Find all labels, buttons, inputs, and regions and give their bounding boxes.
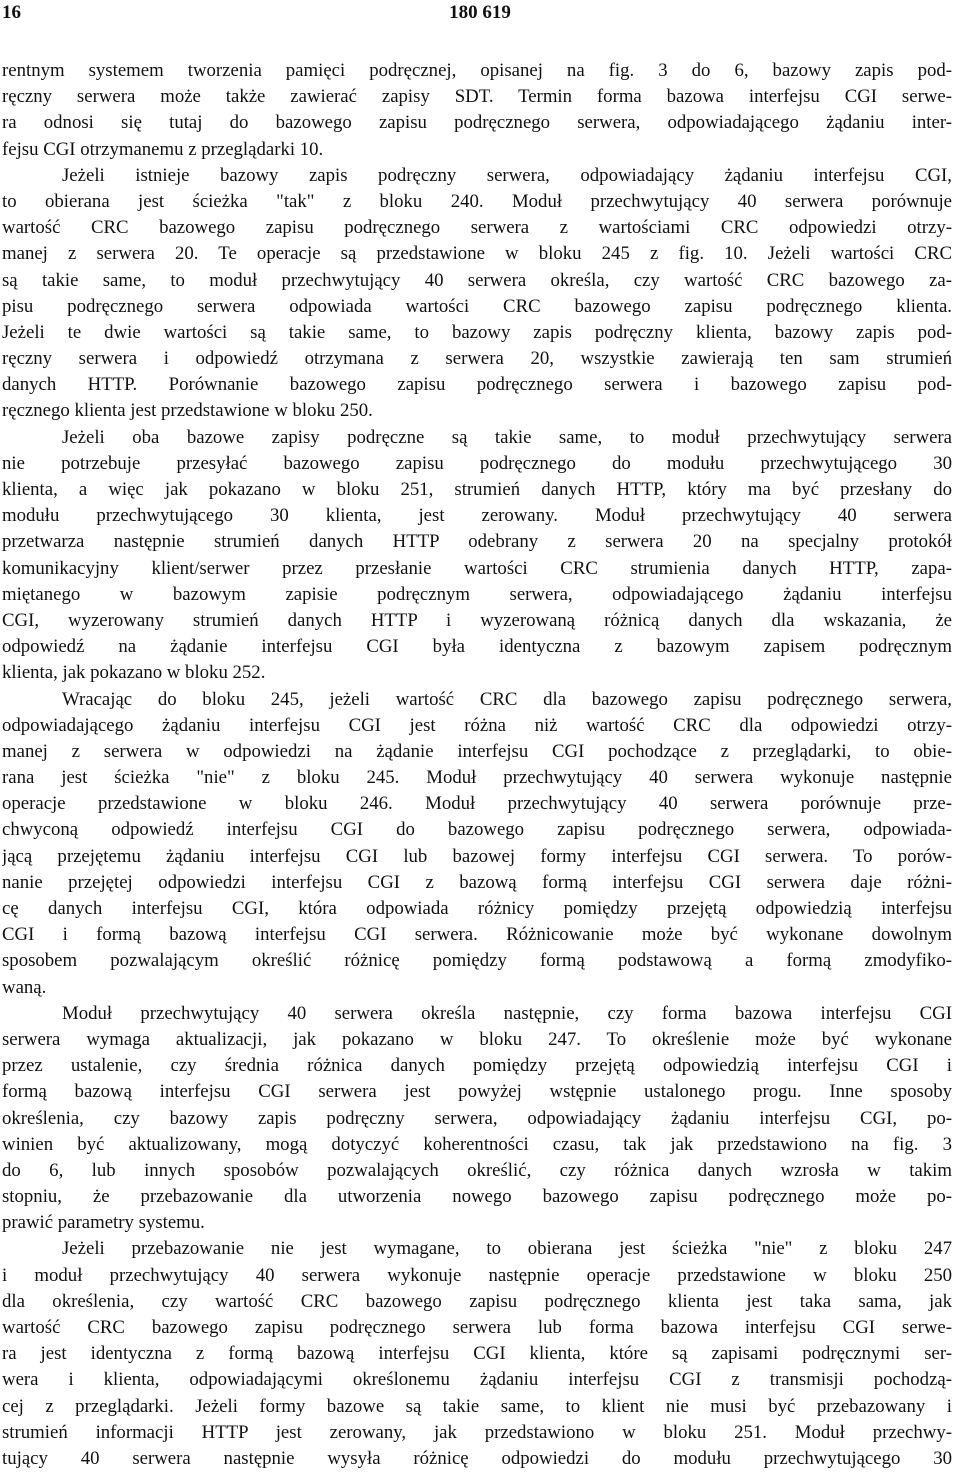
text-line: modułu przechwytującego 30 klienta, jest zerowany. Moduł przechwytujący 40 serwera [2, 505, 952, 527]
text-line: danych HTTP. Porównanie bazowego zapisu podręcznego serwera i bazowego zapisu pod- [2, 374, 952, 396]
text-line: ra jest identyczna z formą bazową interfejsu CGI klienta, które są zapisami podręcznymi ser- [2, 1343, 952, 1365]
text-line: tujący 40 serwera następnie wysyła różnicę odpowiedzi do modułu przechwytującego 30 [2, 1447, 952, 1469]
text-line: klienta, jak pokazano w bloku 252. [2, 662, 266, 684]
text-line: rentnym systemem tworzenia pamięci podręcznej, opisanej na fig. 3 do 6, bazowy zapis pod- [2, 60, 952, 81]
text-line: odpowiadającego żądaniu interfejsu CGI jest różna niż wartość CRC dla odpowiedzi otrzy- [2, 714, 952, 736]
text-line: Jeżeli oba bazowe zapisy podręczne są takie same, to moduł przechwytujący serwera [62, 426, 952, 448]
text-line: prawić parametry systemu. [2, 1212, 205, 1234]
text-line: dla określenia, czy wartość CRC bazowego zapisu podręcznego klienta jest taka sama, jak [2, 1290, 952, 1312]
page-header [0, 2, 960, 28]
text-line: Jeżeli przebazowanie nie jest wymagane, to obierana jest ścieżka "nie" z bloku 247 [62, 1238, 952, 1260]
text-line: stopniu, że przebazowanie dla utworzenia nowego bazowego zapisu podręcznego może po- [2, 1186, 952, 1208]
text-line: manej z serwera 20. Te operacje są przedstawione w bloku 245 z fig. 10. Jeżeli wartości CRC [2, 243, 952, 265]
text-line: rana jest ścieżka "nie" z bloku 245. Moduł przechwytujący 40 serwera wykonuje następnie [2, 767, 952, 789]
text-line: wartość CRC bazowego zapisu podręcznego serwera lub forma bazowa interfejsu CGI serwe- [2, 1317, 952, 1338]
text-line: Jeżeli te dwie wartości są takie same, to bazowy zapis podręczny klienta, bazowy zapis pod- [2, 321, 952, 343]
text-line: operacje przedstawione w bloku 246. Moduł przechwytujący 40 serwera porównuje prze- [2, 793, 952, 815]
text-line: sposobem pozwalającym określić różnicę pomiędzy formą podstawową a formą zmodyfiko- [2, 950, 952, 972]
text-line: cej z przeglądarki. Jeżeli formy bazowe są takie same, to klient nie musi być przebazowany i [2, 1395, 952, 1417]
page-number: 16 [2, 2, 21, 23]
text-line: fejsu CGI otrzymanemu z przeglądarki 10. [2, 138, 324, 160]
text-line: formą bazową interfejsu CGI serwera jest powyżej wstępnie ustalonego progu. Inne sposoby [2, 1081, 952, 1103]
text-line: CGI, wyzerowany strumień danych HTTP i wyzerowaną różnicą danych dla wskazania, że [2, 609, 952, 631]
text-line: Jeżeli istnieje bazowy zapis podręczny serwera, odpowiadający żądaniu interfejsu CGI, [62, 164, 952, 186]
text-line: określenia, czy bazowy zapis podręczny serwera, odpowiadający żądaniu interfejsu CGI, po- [2, 1107, 952, 1129]
text-line: są takie same, to moduł przechwytujący 40 serwera określa, czy wartość CRC bazowego za- [2, 269, 952, 291]
text-line: Moduł przechwytujący 40 serwera określa następnie, czy forma bazowa interfejsu CGI [62, 1002, 952, 1024]
text-line: ra odnosi się tutaj do bazowego zapisu podręcznego serwera, odpowiadającego żądaniu inter- [2, 112, 952, 134]
body-text [2, 58, 952, 1472]
text-line: cę danych interfejsu CGI, która odpowiada różnicy pomiędzy przejętą odpowiedzią interfejsu [2, 898, 952, 919]
text-line: serwera wymaga aktualizacji, jak pokazano w bloku 247. To określenie może być wykonane [2, 1028, 952, 1050]
text-line: CGI i formą bazową interfejsu CGI serwera. Różnicowanie może być wykonane dowolnym [2, 924, 952, 946]
text-line: wera i klienta, odpowiadającymi określonemu żądaniu interfejsu CGI z transmisji pochodzą- [2, 1369, 952, 1391]
text-line: jącą przejętemu żądaniu interfejsu CGI lub bazowej formy interfejsu CGI serwera. To porów- [2, 845, 952, 867]
text-line: winien być aktualizowany, mogą dotyczyć koherentności czasu, tak jak przedstawiono na fig. 3 [2, 1133, 952, 1155]
text-line: ręczny serwera może także zawierać zapisy SDT. Termin forma bazowa interfejsu CGI serwe- [2, 86, 952, 108]
text-line: to obierana jest ścieżka "tak" z bloku 240. Moduł przechwytujący 40 serwera porównuje [2, 190, 952, 212]
text-line: przetwarza następnie strumień danych HTTP odebrany z serwera 20 na specjalny protokół [2, 531, 952, 553]
text-line: waną. [2, 976, 47, 998]
text-line: chwyconą odpowiedź interfejsu CGI do bazowego zapisu podręcznego serwera, odpowiada- [2, 819, 952, 841]
text-line: przez ustalenie, czy średnia różnica danych pomiędzy przejętą odpowiedzią interfejsu CGI i [2, 1055, 952, 1077]
text-line: odpowiedź na żądanie interfejsu CGI była identyczna z bazowym zapisem podręcznym [2, 636, 952, 658]
text-line: manej z serwera w odpowiedzi na żądanie interfejsu CGI pochodzące z przeglądarki, to obie- [2, 740, 952, 762]
text-line: i moduł przechwytujący 40 serwera wykonuje następnie operacje przedstawione w bloku 250 [2, 1264, 952, 1286]
text-line: nie potrzebuje przesyłać bazowego zapisu podręcznego do modułu przechwytującego 30 [2, 452, 952, 474]
text-line: strumień informacji HTTP jest zerowany, jak przedstawiono w bloku 251. Moduł przechwy- [2, 1421, 952, 1443]
text-line: ręcznego klienta jest przedstawione w bloku 250. [2, 400, 373, 422]
text-line: do 6, lub innych sposobów pozwalających określić, czy różnica danych wzrosła w takim [2, 1159, 952, 1181]
document-number: 180 619 [449, 2, 511, 23]
text-line: ręczny serwera i odpowiedź otrzymana z serwera 20, wszystkie zawierają ten sam strumień [2, 348, 952, 370]
text-line: komunikacyjny klient/serwer przez przesłanie wartości CRC strumienia danych HTTP, zapa- [2, 557, 952, 579]
text-line: miętanego w bazowym zapisie podręcznym serwera, odpowiadającego żądaniu interfejsu [2, 583, 952, 605]
text-line: Wracając do bloku 245, jeżeli wartość CRC dla bazowego zapisu podręcznego serwera, [62, 688, 952, 710]
text-line: pisu podręcznego serwera odpowiada wartości CRC bazowego zapisu podręcznego klienta. [2, 295, 952, 317]
text-line: nanie przejętej odpowiedzi interfejsu CGI z bazową formą interfejsu CGI serwera daje różni- [2, 871, 952, 893]
text-line: klienta, a więc jak pokazano w bloku 251, strumień danych HTTP, który ma być przesłany do [2, 479, 952, 500]
text-line: wartość CRC bazowego zapisu podręcznego serwera z wartościami CRC odpowiedzi otrzy- [2, 217, 952, 239]
